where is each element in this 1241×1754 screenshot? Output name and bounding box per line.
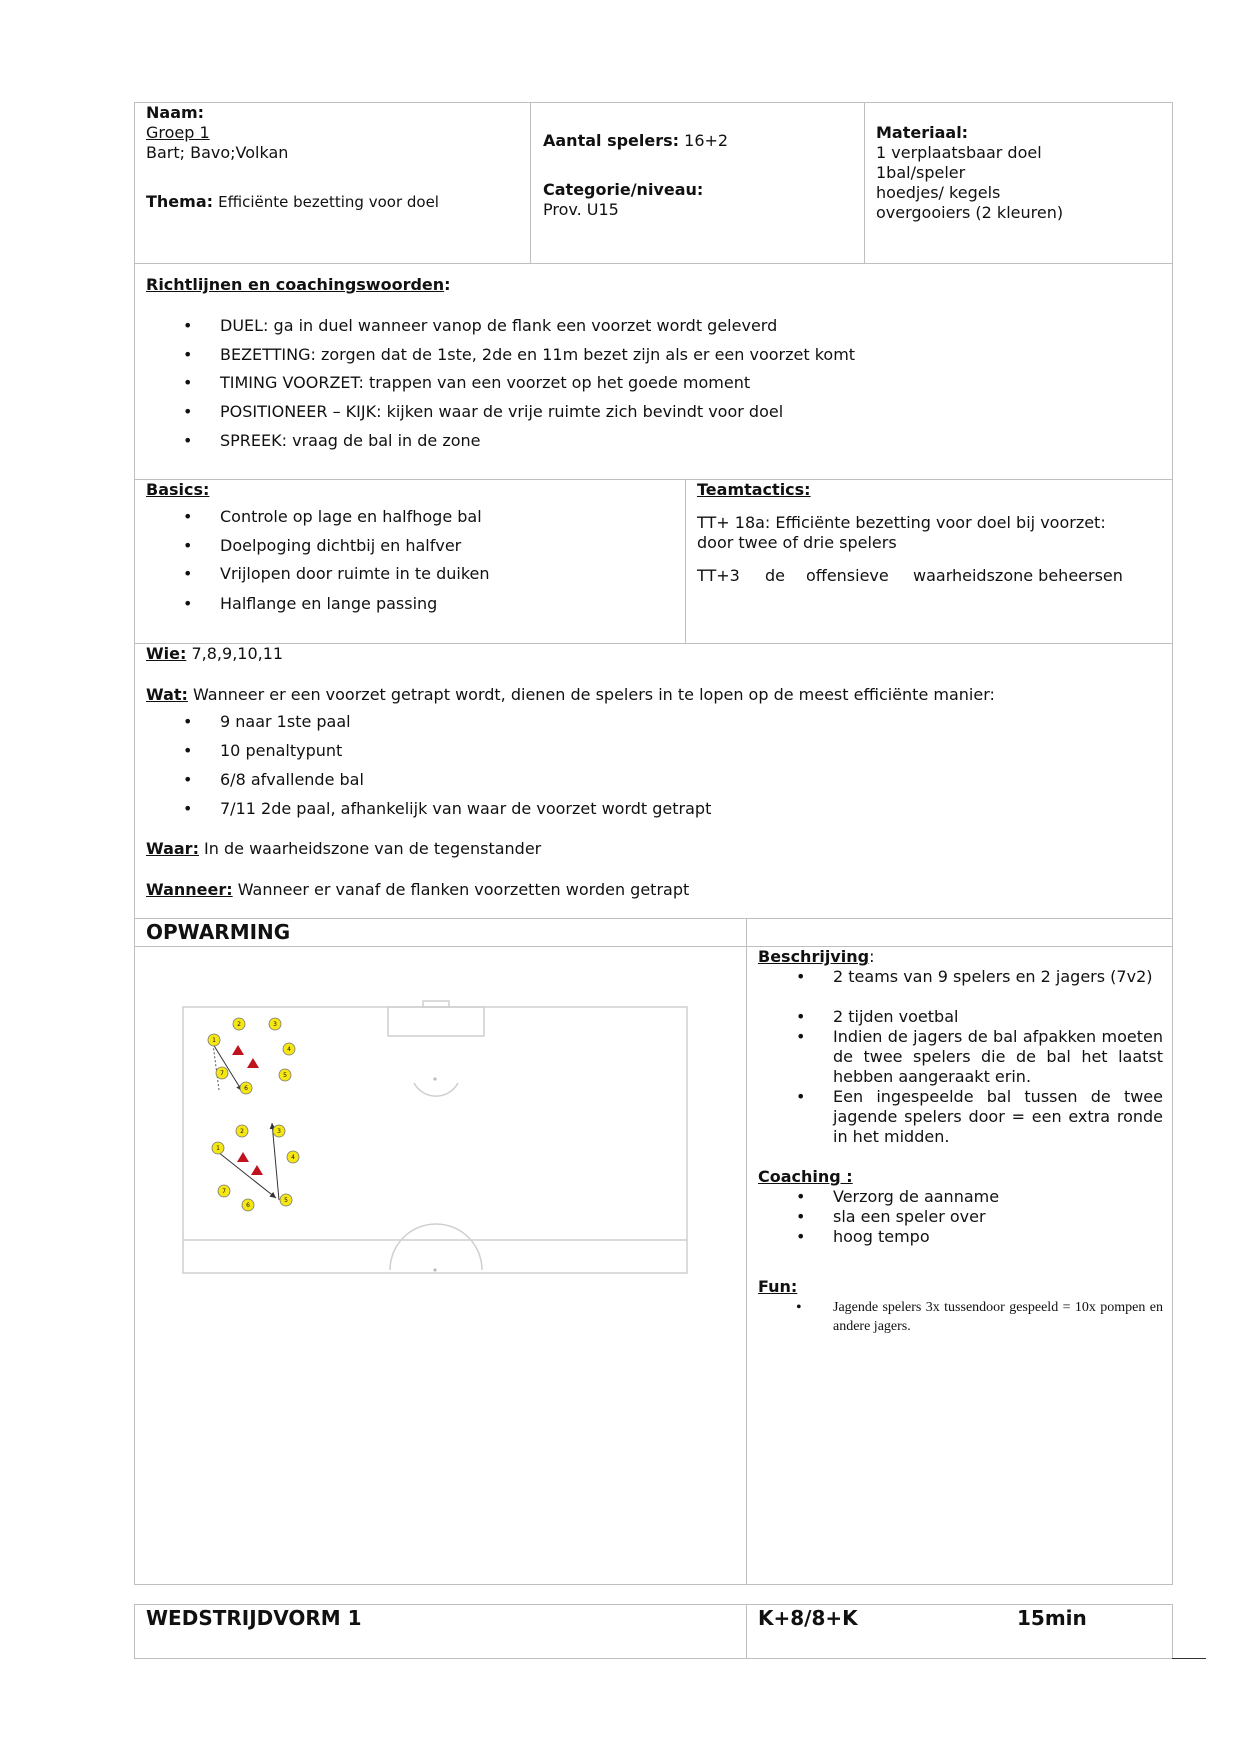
wat-item: • 7/11 2de paal, afhankelijk van waar de voorzet wordt getrapt (220, 799, 711, 819)
waar-line (146, 839, 541, 859)
player-marker (233, 1018, 245, 1030)
basics-item: • Doelpoging dichtbij en halfver (220, 536, 461, 556)
wat-item: • 9 naar 1ste paal (220, 712, 351, 732)
thema-line (146, 192, 439, 212)
field-lines (183, 1001, 687, 1273)
svg-text:7: 7 (222, 1188, 226, 1195)
richtlijnen-item: • SPREEK: vraag de bal in de zone (220, 431, 481, 451)
svg-text:3: 3 (273, 1021, 277, 1028)
pass-arrow (213, 1044, 219, 1090)
fun-item: • Jagende spelers 3x tussendoor gespeeld = 10x pompen en andere jagers. (833, 1298, 1163, 1336)
richtlijnen-title-text: Richtlijnen en coachingswoorden (146, 275, 445, 294)
wanneer-value: Wanneer er vanaf de flanken voorzetten worden getrapt (232, 880, 690, 899)
wie-value: 7,8,9,10,11 (186, 644, 284, 663)
svg-text:6: 6 (246, 1202, 250, 1209)
svg-text:2: 2 (240, 1128, 244, 1135)
wedstrijdvorm-duur: 15min (1017, 1606, 1087, 1630)
field-diagram (180, 995, 695, 1285)
player-marker (279, 1069, 291, 1081)
namen-text: Bart; Bavo;Volkan (146, 143, 289, 162)
materiaal-label: Materiaal: (876, 123, 969, 142)
basics-item: • Vrijlopen door ruimte in te duiken (220, 564, 490, 584)
cone-marker (251, 1165, 263, 1175)
basics-item: • Controle op lage en halfhoge bal (220, 507, 482, 527)
svg-text:4: 4 (287, 1046, 291, 1053)
penalty-spot (433, 1077, 436, 1080)
cone-marker (237, 1152, 249, 1162)
thema-label: Thema: (146, 192, 214, 211)
basics-cell (134, 479, 686, 644)
waar-label: Waar: (146, 839, 199, 858)
beschrijving-item: • 2 teams van 9 spelers en 2 jagers (7v2) (833, 967, 1163, 987)
richtlijnen-title (146, 275, 451, 295)
player-marker (212, 1142, 224, 1154)
player-marker (240, 1082, 252, 1094)
tt3-word: waarheidszone beheersen (913, 566, 1123, 585)
teamtactics-cell (685, 479, 1173, 644)
wat-item: • 10 penaltypunt (220, 741, 342, 761)
tt1-line2: door twee of drie spelers (697, 533, 897, 552)
aantal-value: 16+2 (684, 131, 729, 150)
coaching-item: • sla een speler over (833, 1207, 986, 1227)
svg-text:6: 6 (244, 1085, 248, 1092)
naam-label: Naam: (146, 103, 205, 122)
player-marker (218, 1185, 230, 1197)
coaching-item: • Verzorg de aanname (833, 1187, 999, 1207)
groep-text: Groep 1 (146, 123, 210, 142)
player-group-top (208, 1018, 295, 1094)
tt3-word: offensieve (806, 566, 889, 585)
player-marker (280, 1194, 292, 1206)
wat-line (146, 685, 995, 705)
player-marker (236, 1125, 248, 1137)
wat-label: Wat: (146, 685, 188, 704)
aantal-label: Aantal spelers: (543, 131, 680, 150)
svg-text:2: 2 (237, 1021, 241, 1028)
player-marker (242, 1199, 254, 1211)
coaching-heading: Coaching : (758, 1167, 853, 1186)
wedstrijdvorm-format: K+8/8+K (758, 1606, 858, 1630)
richtlijnen-title-colon: : (444, 275, 451, 294)
svg-text:7: 7 (220, 1070, 224, 1077)
fun-heading: Fun: (758, 1277, 798, 1296)
player-marker (273, 1125, 285, 1137)
richtlijnen-item: • DUEL: ga in duel wanneer vanop de flank een voorzet wordt geleverd (220, 316, 777, 336)
materiaal-item: overgooiers (2 kleuren) (876, 203, 1064, 222)
beschrijving-colon: : (869, 947, 875, 966)
opwarming-title-right-cell (746, 918, 1173, 947)
categorie-value: Prov. U15 (543, 200, 619, 219)
svg-text:1: 1 (216, 1145, 220, 1152)
richtlijnen-item: • POSITIONEER – KIJK: kijken waar de vrije ruimte zich bevindt voor doel (220, 402, 783, 422)
opwarming-title: OPWARMING (146, 920, 291, 944)
svg-text:5: 5 (284, 1197, 288, 1204)
wedstrijdvorm-title: WEDSTRIJDVORM 1 (146, 1606, 362, 1630)
waar-value: In de waarheidszone van de tegenstander (198, 839, 542, 858)
wie-line (146, 644, 283, 664)
tt1-line1: TT+ 18a: Efficiënte bezetting voor doel bij voorzet: (697, 513, 1106, 532)
wat-item: • 6/8 afvallende bal (220, 770, 364, 790)
player-marker (269, 1018, 281, 1030)
coaching-item: • hoog tempo (833, 1227, 930, 1247)
tt3-word: TT+3 (697, 566, 740, 585)
svg-text:3: 3 (277, 1128, 281, 1135)
wanneer-label: Wanneer: (146, 880, 233, 899)
beschrijving-heading (758, 947, 874, 967)
cone-marker (247, 1058, 259, 1068)
beschrijving-item: • 2 tijden voetbal (833, 1007, 1163, 1027)
beschrijving-item: • Een ingespeelde bal tussen de twee jagende spelers door = een extra ronde in het midden. (833, 1087, 1163, 1147)
svg-text:5: 5 (283, 1072, 287, 1079)
basics-title: Basics: (146, 480, 210, 499)
materiaal-item: hoedjes/ kegels (876, 183, 1001, 202)
svg-text:1: 1 (212, 1037, 216, 1044)
beschrijving-label: Beschrijving (758, 947, 870, 966)
thema-value: Efficiënte bezetting voor doel (218, 193, 439, 211)
categorie-label: Categorie/niveau: (543, 180, 704, 199)
svg-text:4: 4 (291, 1154, 295, 1161)
materiaal-item: 1 verplaatsbaar doel (876, 143, 1042, 162)
player-marker (208, 1034, 220, 1046)
materiaal-item: 1bal/speler (876, 163, 966, 182)
tt3-word: de (765, 566, 785, 585)
teamtactics-title: Teamtactics: (697, 480, 811, 499)
wanneer-line (146, 880, 689, 900)
basics-item: • Halflange en lange passing (220, 594, 437, 614)
richtlijnen-item: • TIMING VOORZET: trappen van een voorzet op het goede moment (220, 373, 750, 393)
cone-marker (232, 1045, 244, 1055)
player-marker (216, 1067, 228, 1079)
wie-label: Wie: (146, 644, 187, 663)
player-marker (287, 1151, 299, 1163)
beschrijving-item: • Indien de jagers de bal afpakken moeten de twee spelers die de bal het laatst hebben aangeraakt erin. (833, 1027, 1163, 1087)
player-marker (283, 1043, 295, 1055)
aantal-line (543, 131, 728, 151)
centre-spot (433, 1268, 436, 1271)
richtlijnen-item: • BEZETTING: zorgen dat de 1ste, 2de en 11m bezet zijn als er een voorzet komt (220, 345, 855, 365)
wat-value: Wanneer er een voorzet getrapt wordt, dienen de spelers in te lopen op de meest efficiënte manier: (187, 685, 995, 704)
page-edge-line (1172, 1658, 1206, 1659)
